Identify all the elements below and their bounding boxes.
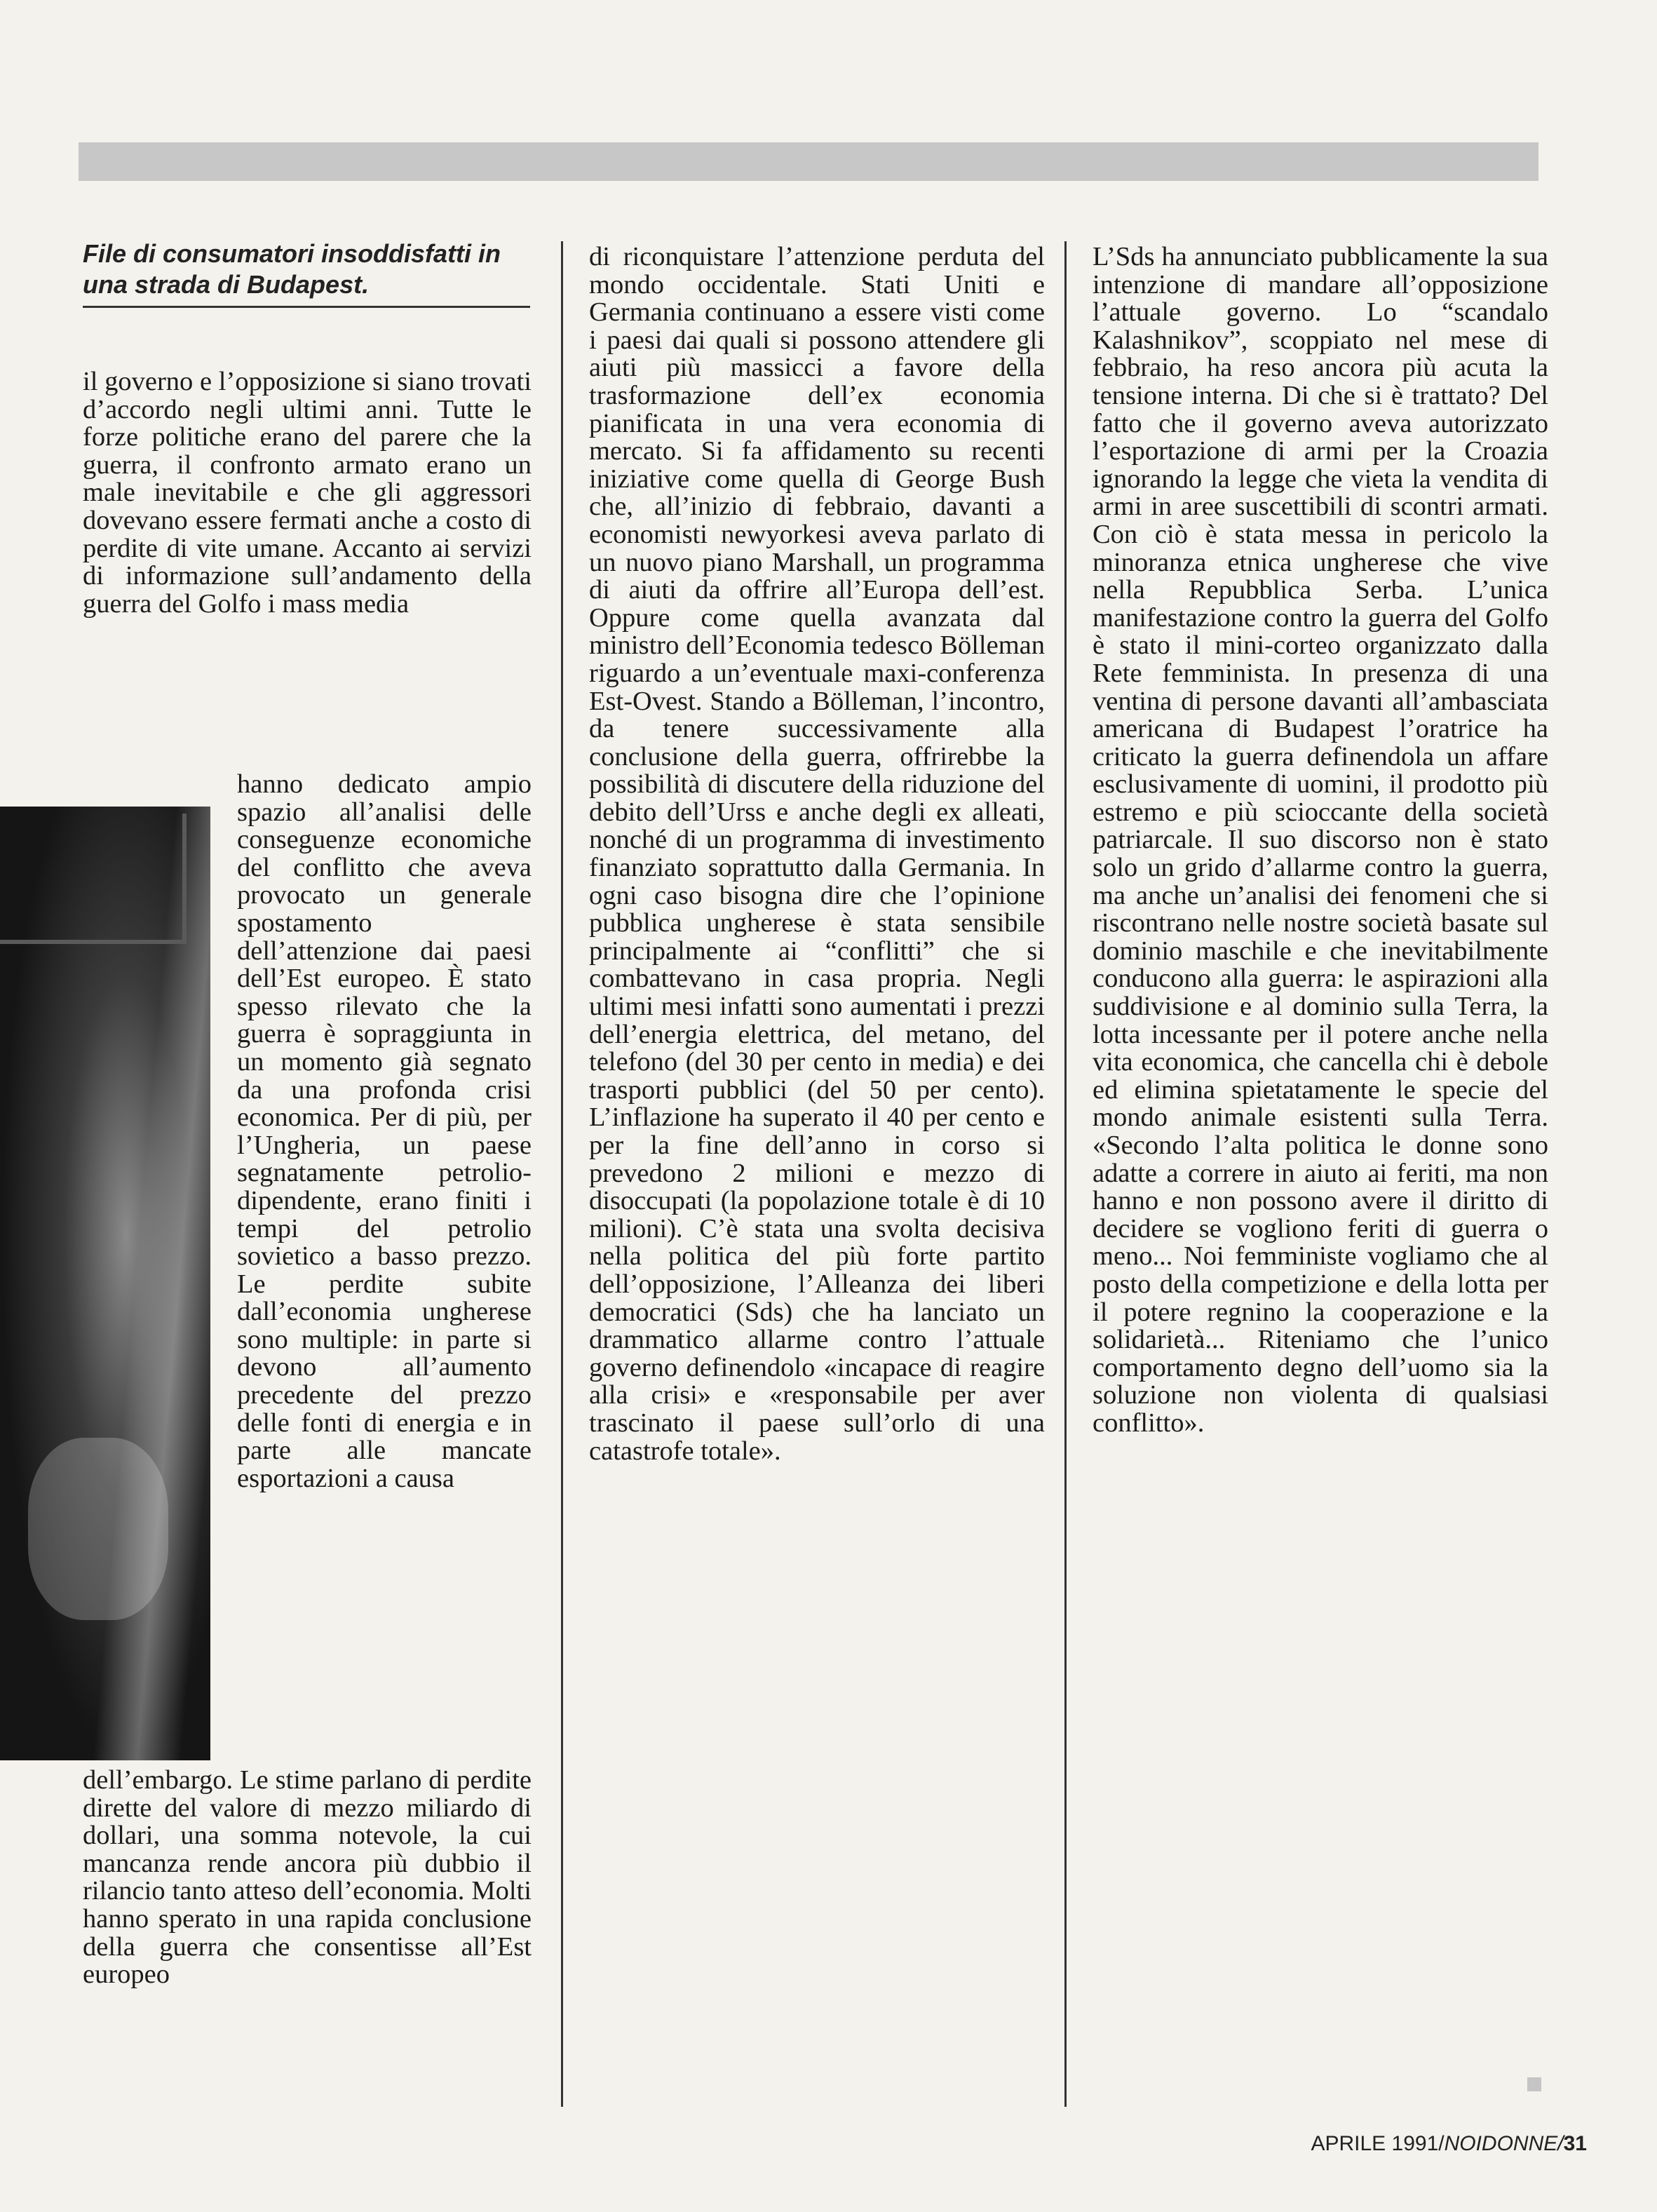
footer-separator: / — [1557, 2132, 1564, 2155]
page-footer — [1311, 2132, 1587, 2156]
footer-date: APRILE 1991/ — [1311, 2132, 1445, 2155]
article-text: hanno dedicato ampio spazio all’analisi delle conseguenze economiche del conflitto che aveva provocato un generale spostamento dell’attenzione dai paesi dell’Est europeo. È stato spesso rilevato che la guerra è sopraggiunta in un momento già segnato da una profonda crisi economica. Per di più, per l’Ungheria, un paese segnatamente petrolio-dipendente, erano finiti i tempi del petrolio sovietico a basso prezzo. Le perdite subite dall’economia ungherese sono multiple: in parte si devono all’aumento precedente del prezzo delle fonti di energia e in parte alle mancate esportazioni a causa — [237, 769, 532, 1493]
header-band — [79, 142, 1538, 181]
column-divider — [561, 241, 563, 2107]
column-divider — [1064, 241, 1067, 2107]
photo-highlight — [28, 1438, 168, 1620]
article-text: il governo e l’opposizione si siano trovati d’accordo negli ultimi anni. Tutte le forze politiche erano del parere che la guerra, il confronto armato erano un male inevitabile e che gli aggressori dovevano essere fermati anche a costo di perdite di vite umane. Accanto ai servizi di informazione sull’andamento della guerra del Golfo i mass media — [83, 367, 532, 619]
article-text: dell’embargo. Le stime parlano di perdite dirette del valore di mezzo miliardo di dollari, una somma notevole, la cui mancanza rende ancora più dubbio il rilancio tanto atteso dell’economia. Molti hanno sperato in una rapida conclusione della guerra che consentisse all’Est europeo — [83, 1765, 532, 1990]
article-column-1-bottom — [83, 1767, 532, 1989]
article-column-2 — [589, 243, 1045, 1465]
footer-magazine: NOIDONNE — [1444, 2132, 1558, 2155]
end-of-article-mark — [1527, 2077, 1541, 2091]
article-column-3 — [1093, 243, 1548, 1438]
caption-rule — [83, 306, 530, 308]
photo-frame-detail — [0, 814, 187, 944]
photo-consumer-queue — [0, 807, 210, 1760]
photo-caption: File di consumatori insoddisfatti in una strada di Budapest. — [83, 239, 501, 299]
article-text: L’Sds ha annunciato pubblicamente la sua intenzione di mandare all’opposizione l’attuale governo. Lo “scandalo Kalashnikov”, scoppiato nel mese di febbraio, ha reso ancora più acuta la tensione interna. Di che si è trattato? Del fatto che il governo aveva autorizzato l’esportazione di armi per la Croazia ignorando la legge che vieta la vendita di armi in aree suscettibili di scontri armati. Con ciò è stata messa in pericolo la minoranza etnica ungherese che vive nella Repubblica Serba. L’unica manifestazione contro la guerra del Golfo è stato il mini-corteo organizzato dalla Rete femminista. In presenza di una ventina di persone davanti all’ambasciata americana di Budapest l’oratrice ha criticato la guerra definendola un affare esclusivamente di uomini, il prodotto più estremo e più scioccante della società patriarcale. Il suo discorso non è stato solo un grido d’allarme contro la guerra, ma anche un’analisi dei fenomeni che si riscontrano nelle nostre società basate sul dominio maschile e che inevitabilmente conducono alla guerra: le aspirazioni alla suddivisione e al dominio sulla Terra, la lotta incessante per il potere anche nella vita economica, che cancella chi è debole ed elimina spietatamente le specie del mondo animale esistenti sulla Terra. «Secondo l’alta politica le donne sono adatte a correre in aiuto ai feriti, ma non hanno e non possono avere il diritto di decidere se vogliono feriti di guerra o meno... Noi femministe vogliamo che al posto della competizione e della lotta per il potere regnino la cooperazione e la solidarietà... Riteniamo che l’unico comportamento degno dell’uomo sia la soluzione non violenta di qualsiasi conflitto». — [1093, 242, 1548, 1438]
article-column-1-middle — [237, 771, 532, 1492]
article-text: di riconquistare l’attenzione perduta del mondo occidentale. Stati Uniti e Germania continuano a essere visti come i paesi dai quali si possono attendere gli aiuti più massicci a favore della trasformazione dell’ex economia pianificata in una vera economia di mercato. Si fa affidamento su recenti iniziative come quella di George Bush che, all’inizio di febbraio, davanti a economisti newyorkesi aveva parlato di un nuovo piano Marshall, un programma di aiuti da offrire all’Europa dell’est. Oppure come quella avanzata dal ministro dell’Economia tedesco Bölleman riguardo a un’eventuale maxi-conferenza Est-Ovest. Stando a Bölleman, l’incontro, da tenere successivamente alla conclusione della guerra, offrirebbe la possibilità di discutere della riduzione del debito dell’Urss e anche degli ex alleati, nonché di un programma di investimento finanziato soprattutto dalla Germania. In ogni caso bisogna dire che l’opinione pubblica ungherese è stata sensibile principalmente ai “conflitti” che si combattevano in casa propria. Negli ultimi mesi infatti sono aumentati i prezzi dell’energia elettrica, del metano, del telefono (del 30 per cento in media) e dei trasporti pubblici (del 50 per cento). L’inflazione ha superato il 40 per cento e per la fine dell’anno in corso si prevedono 2 milioni e mezzo di disoccupati (la popolazione totale è di 10 milioni). C’è stata una svolta decisiva nella politica del più forte partito dell’opposizione, l’Alleanza dei liberi democratici (Sds) che ha lanciato un drammatico allarme contro l’attuale governo definendolo «incapace di reagire alla crisi» e «responsabile per aver trascinato il paese sull’orlo di una catastrofe totale». — [589, 242, 1045, 1466]
page-number: 31 — [1563, 2132, 1587, 2155]
article-column-1-top — [83, 368, 532, 618]
